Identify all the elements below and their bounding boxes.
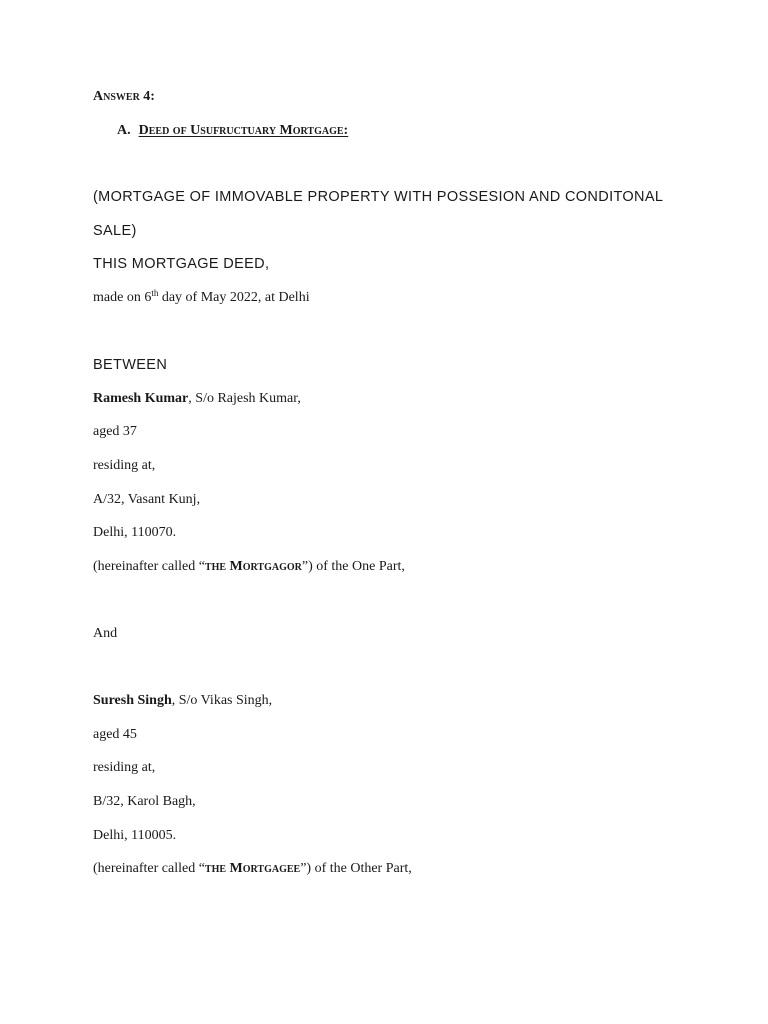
mortgagee-address-1: B/32, Karol Bagh, [93,794,196,809]
deed-subtitle-line-1: (MORTGAGE OF IMMOVABLE PROPERTY WITH POSSESION AND CONDITONAL [93,189,664,205]
section-marker: A. [117,123,131,138]
mortgagor-address-1: A/32, Vasant Kunj, [93,492,201,507]
mortgagor-name: Ramesh Kumar [93,391,189,406]
mortgagee-age: aged 45 [93,727,137,742]
mortgagor-designation: (hereinafter called “the Mortgagor”) of the One Part, [93,559,405,574]
section-heading [117,122,348,140]
deed-subtitle-line-2: SALE) [93,223,137,239]
mortgagor-residing: residing at, [93,458,156,473]
made-on-line: made on 6th day of May 2022, at Delhi [93,288,310,305]
mortgagee-residing: residing at, [93,760,156,775]
mortgagee-address-2: Delhi, 110005. [93,828,177,843]
mortgagor-name-line: Ramesh Kumar, S/o Rajesh Kumar, [93,391,301,406]
section-title: Deed of Usufructuary Mortgage: [138,123,349,138]
mortgagor-address-2: Delhi, 110070. [93,525,177,540]
mortgagee-role: the Mortgagee [204,861,301,876]
and-connector: And [93,626,118,641]
between-label: BETWEEN [93,357,168,373]
answer-heading: Answer 4: [93,89,155,104]
mortgagee-designation: (hereinafter called “the Mortgagee”) of the Other Part, [93,861,412,876]
mortgagor-role: the Mortgagor [204,559,302,574]
mortgagee-name: Suresh Singh [93,693,172,708]
mortgagee-name-line: Suresh Singh, S/o Vikas Singh, [93,693,273,708]
deed-title-line: THIS MORTGAGE DEED, [93,256,270,272]
mortgagor-age: aged 37 [93,424,137,439]
